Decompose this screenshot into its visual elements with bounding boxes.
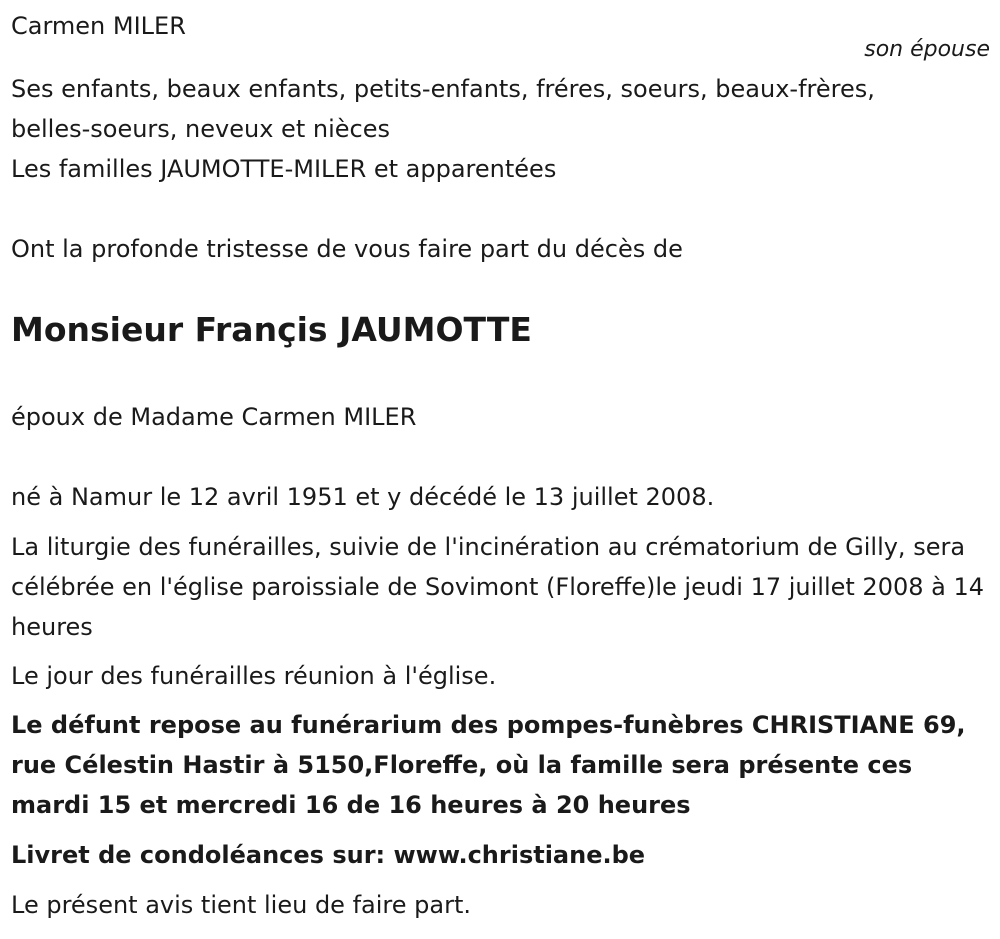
birth-death-text: né à Namur le 12 avril 1951 et y décédé le 13 juillet 2008. xyxy=(11,483,715,511)
meeting-text: Le jour des funérailles réunion à l'église. xyxy=(11,662,497,690)
condolences-text: Livret de condoléances sur: www.christiane.be xyxy=(11,841,646,869)
announcement-text: Ont la profonde tristesse de vous faire part du décès de xyxy=(11,235,683,263)
family-line-2: belles-soeurs, neveux et nièces xyxy=(11,115,390,143)
spouse-of-text: époux de Madame Carmen MILER xyxy=(11,403,417,431)
spouse-role: son épouse xyxy=(864,37,990,62)
closing-text: Le présent avis tient lieu de faire part. xyxy=(11,891,471,919)
repose-paragraph: Le défunt repose au funérarium des pompes-funèbres CHRISTIANE 69, rue Célestin Hastir à 5150,Floreffe, où la famille sera présente ces mardi 15 et mercredi 16 de 16 heures à 20 heures xyxy=(11,711,966,819)
family-line-1: Ses enfants, beaux enfants, petits-enfants, fréres, soeurs, beaux-frères, xyxy=(11,75,875,103)
deceased-name: Monsieur Françis JAUMOTTE xyxy=(11,310,532,349)
liturgy-paragraph: La liturgie des funérailles, suivie de l'incinération au crématorium de Gilly, sera célébrée en l'église paroissiale de Sovimont (Floreffe)le jeudi 17 juillet 2008 à 14 heures xyxy=(11,533,985,641)
spouse-name: Carmen MILER xyxy=(11,12,186,40)
family-line-3: Les familles JAUMOTTE-MILER et apparentées xyxy=(11,155,557,183)
